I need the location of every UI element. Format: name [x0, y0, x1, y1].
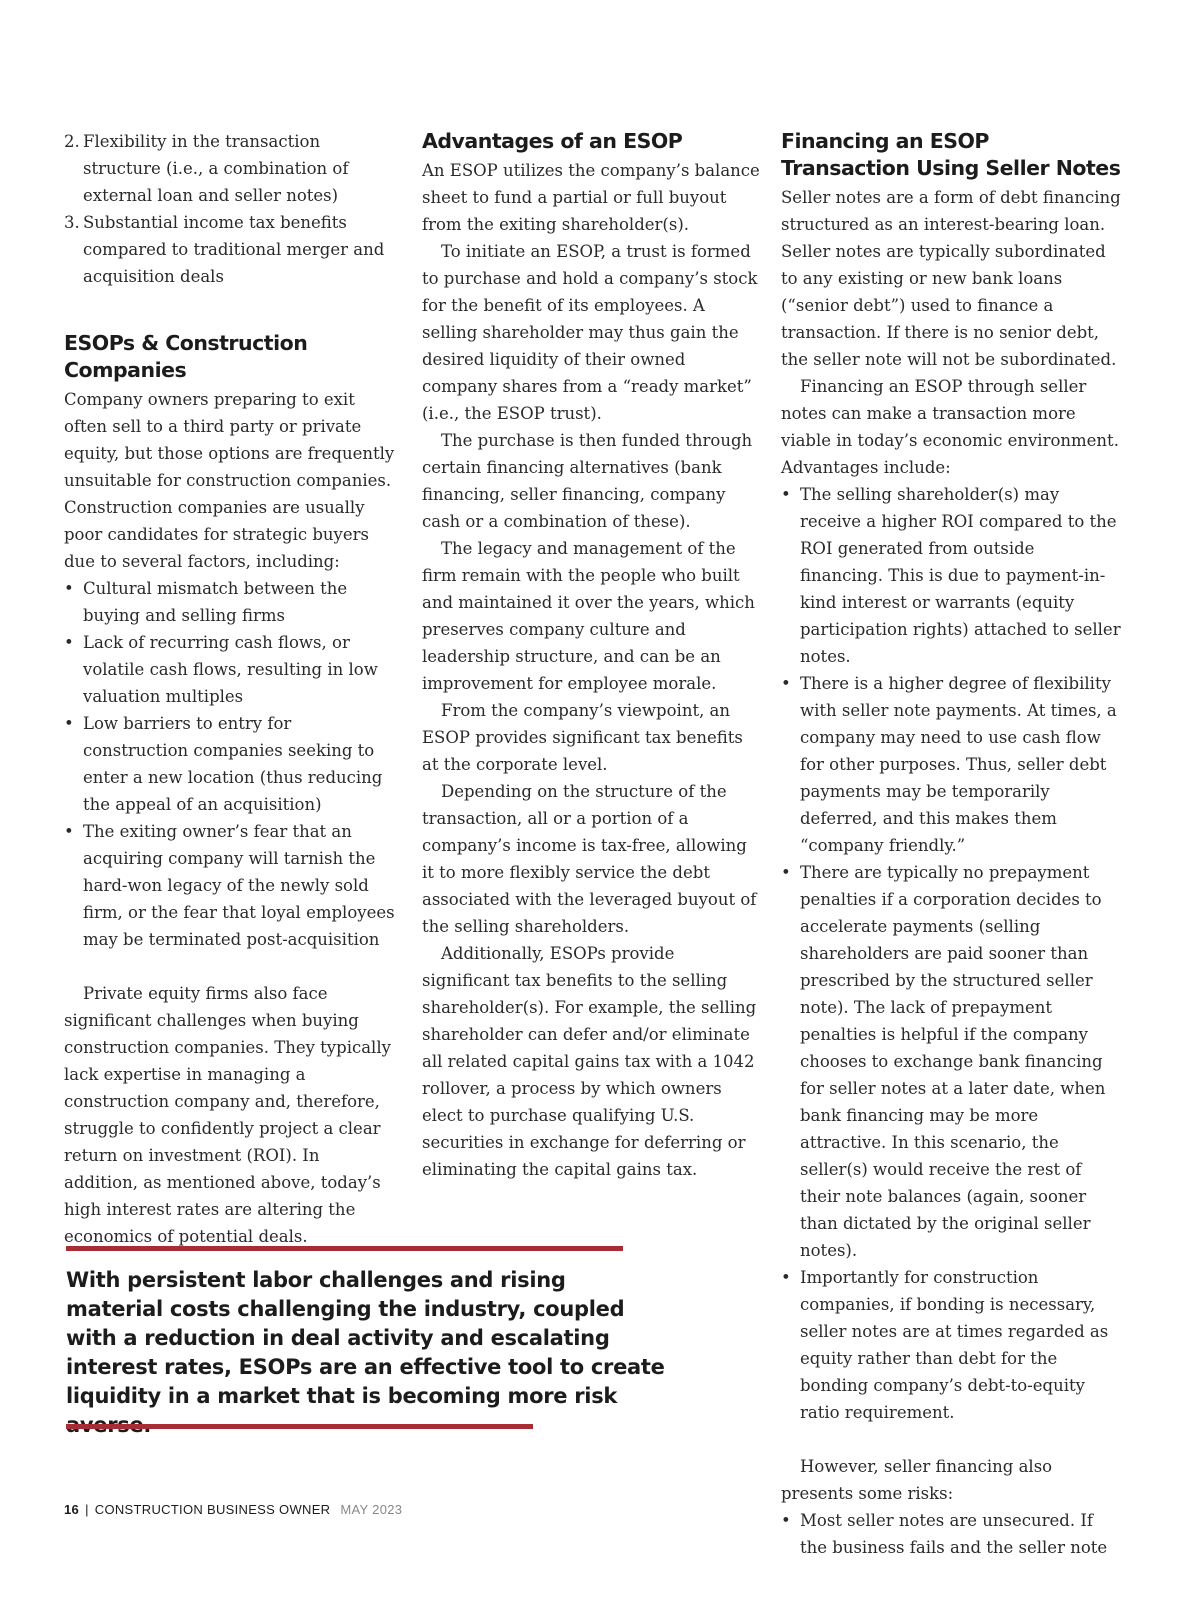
paragraph: However, seller financing also presents some risks: — [781, 1457, 1053, 1503]
list-item-text: Low barriers to entry for construction companies seeking to enter a new location (thus reducing the appeal of an acquisition) — [83, 714, 383, 814]
paragraph: Seller notes are a form of debt financing structured as an interest-bearing loan. Seller notes are typically subordinated to any existing or new bank loans (“senior debt”) used to finance a transaction. If there is no senior debt, the seller note will not be subordinated. — [781, 188, 1121, 369]
risks-list — [781, 1507, 1121, 1561]
section-heading-financing: Financing an ESOP Transaction Using Seller Notes — [781, 129, 1121, 180]
list-item — [64, 818, 398, 953]
spacer — [64, 953, 398, 980]
section-heading-advantages: Advantages of an ESOP — [422, 129, 683, 153]
paragraph: Financing an ESOP through seller notes can make a transaction more viable in today’s economic environment. Advantages include: — [781, 377, 1119, 477]
paragraph: Private equity firms also face significant challenges when buying construction companies. They typically lack expertise in managing a construction company and, therefore, struggle to confidently project a clear return on investment (ROI). In addition, as mentioned above, today’s high interest rates are altering the economics of potential deals. — [64, 984, 391, 1246]
issue-date: MAY 2023 — [340, 1502, 403, 1517]
list-item — [64, 128, 398, 209]
bullet-icon: • — [781, 863, 791, 882]
paragraph: An ESOP utilizes the company’s balance sheet to fund a partial or full buyout from the exiting shareholder(s). — [422, 161, 760, 234]
paragraph: Depending on the structure of the transaction, all or a portion of a company’s income is tax-free, allowing it to more flexibly service the debt associated with the leveraged buyout of the selling shareholders. — [422, 782, 757, 936]
list-item-text: There is a higher degree of flexibility with seller note payments. At times, a company may need to use cash flow for other purposes. Thus, seller debt payments may be temporarily deferred, and this makes them “company friendly.” — [800, 674, 1117, 855]
list-item-text: Most seller notes are unsecured. If the business fails and the seller note — [800, 1511, 1108, 1557]
list-item-text: Substantial income tax benefits compared to traditional merger and acquisition deals — [83, 213, 385, 286]
bullet-icon: • — [781, 674, 791, 693]
list-item — [64, 629, 398, 710]
paragraph: From the company’s viewpoint, an ESOP provides significant tax benefits at the corporate level. — [422, 701, 743, 774]
advantages-list-continued — [64, 128, 398, 290]
pull-quote: With persistent labor challenges and rising material costs challenging the industry, coupled with a reduction in deal activity and escalating interest rates, ESOPs are an effective tool to create liquidity in a market that is becoming more risk — [66, 1268, 665, 1408]
paragraph: Additionally, ESOPs provide significant tax benefits to the selling shareholder(s). For example, the selling shareholder can defer and/or eliminate all related capital gains tax with a 1042 rollover, a process by which owners elect to purchase qualifying U.S. securities in exchange for deferring or eliminating the capital gains tax. — [422, 944, 757, 1179]
bullet-icon: • — [64, 822, 74, 841]
column-3 — [781, 128, 1121, 1561]
paragraph: The legacy and management of the firm remain with the people who built and maintained it over the years, which preserves company culture and leadership structure, and can be an improvement for employee morale. — [422, 539, 755, 693]
publication-name: CONSTRUCTION BUSINESS OWNER — [94, 1502, 331, 1517]
list-item-text: The selling shareholder(s) may receive a higher ROI compared to the ROI generated from outside financing. This is due to payment-in-kind interest or warrants (equity participation rights) attached to seller notes. — [800, 485, 1121, 666]
list-item — [781, 859, 1121, 1264]
bullet-icon: • — [781, 485, 791, 504]
column-1 — [64, 128, 398, 1250]
list-item — [64, 209, 398, 290]
list-item-text: Lack of recurring cash flows, or volatile cash flows, resulting in low valuation multiples — [83, 633, 378, 706]
list-item — [781, 1264, 1121, 1426]
list-number: 3. — [64, 213, 80, 232]
list-item — [64, 710, 398, 818]
bullet-icon: • — [781, 1268, 791, 1287]
spacer — [64, 290, 398, 317]
list-item-text: Importantly for construction companies, if bonding is necessary, seller notes are at times regarded as equity rather than debt for the bonding company’s debt-to-equity ratio requirement. — [800, 1268, 1109, 1422]
bullet-icon: • — [64, 714, 74, 733]
list-item — [64, 575, 398, 629]
pull-quote-top-rule — [66, 1246, 623, 1251]
list-item-text: Cultural mismatch between the buying and selling firms — [83, 579, 348, 625]
bullet-icon: • — [64, 633, 74, 652]
pull-quote-bottom-rule — [66, 1424, 533, 1429]
page-number: 16 — [64, 1502, 80, 1517]
bullet-icon: • — [781, 1511, 791, 1530]
factors-list — [64, 575, 398, 953]
list-item — [781, 670, 1121, 859]
bullet-icon: • — [64, 579, 74, 598]
column-2 — [422, 128, 760, 1183]
footer-separator: | — [85, 1502, 89, 1517]
list-item-text: There are typically no prepayment penalties if a corporation decides to accelerate payments (selling shareholders are paid sooner than prescribed by the structured seller note). The lack of prepayment penalties is helpful if the company chooses to exchange bank financing for seller notes at a later date, when bank financing may be more attractive. In this scenario, the seller(s) would receive the rest of their note balances (again, sooner than dictated by the original seller notes). — [800, 863, 1106, 1260]
spacer — [781, 1426, 1121, 1453]
list-item-text: The exiting owner’s fear that an acquiring company will tarnish the hard-won legacy of the newly sold firm, or the fear that loyal employees may be terminated post-acquisition — [83, 822, 395, 949]
paragraph: To initiate an ESOP, a trust is formed to purchase and hold a company’s stock for the benefit of its employees. A selling shareholder may thus gain the desired liquidity of their owned company shares from a “ready market” (i.e., the ESOP trust). — [422, 242, 758, 423]
paragraph: The purchase is then funded through certain financing alternatives (bank financing, seller financing, company cash or a combination of these). — [422, 431, 753, 531]
paragraph: Company owners preparing to exit often sell to a third party or private equity, but those options are frequently unsuitable for construction companies. Construction companies are usually poor candidates for strategic buyers due to several factors, including: — [64, 390, 395, 571]
list-item — [781, 1507, 1121, 1561]
list-number: 2. — [64, 132, 80, 151]
list-item — [781, 481, 1121, 670]
section-heading-construction: ESOPs & Construction Companies — [64, 331, 308, 382]
advantages-list — [781, 481, 1121, 1426]
list-item-text: Flexibility in the transaction structure (i.e., a combination of external loan and seller notes) — [83, 132, 349, 205]
page-footer — [64, 1502, 402, 1517]
